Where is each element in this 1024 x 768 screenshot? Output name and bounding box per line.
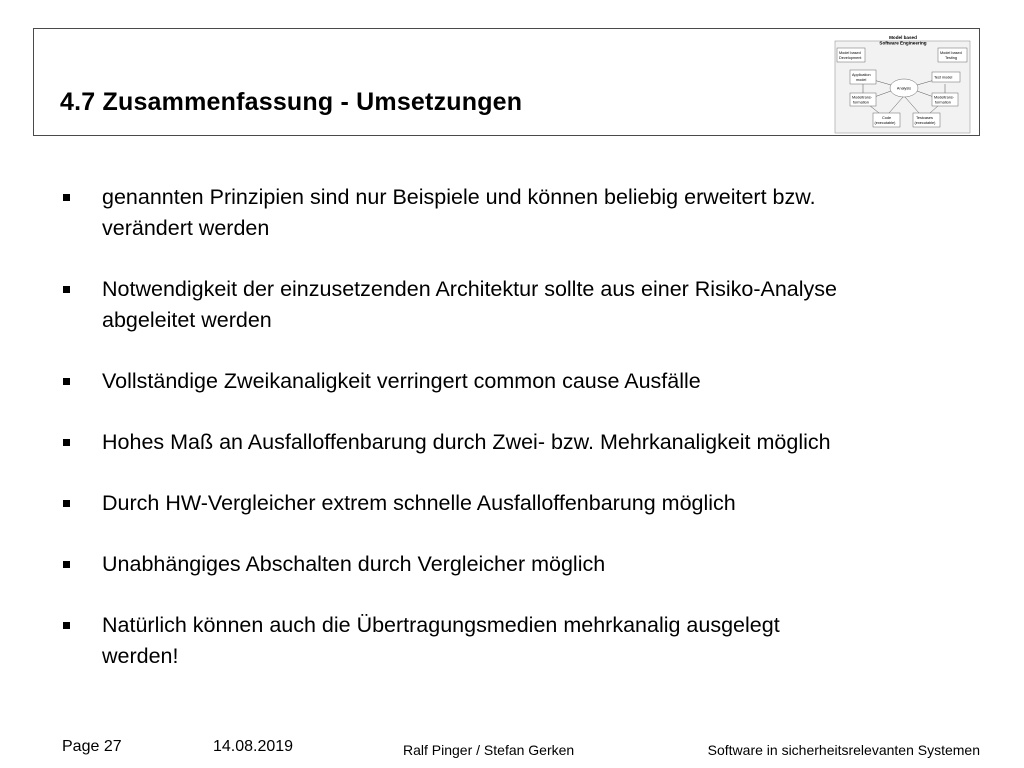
bullet-line: Vollständige Zweikanaligkeit verringert common cause Ausfälle (102, 369, 701, 393)
square-bullet-icon (63, 622, 70, 629)
square-bullet-icon (63, 500, 70, 507)
square-bullet-icon (63, 561, 70, 568)
node-tc-label-2: (executable) (914, 121, 936, 125)
bullet-line: Notwendigkeit der einzusetzenden Architektur sollte aus einer Risiko-Analyse (102, 277, 837, 301)
node-mbt-label-2: Testing (945, 56, 958, 60)
node-mbd-label-2: Development (839, 56, 862, 60)
node-test-label: Test model (934, 75, 953, 80)
node-mtl-label-1: Modeltrans- (852, 95, 873, 100)
slide-title: 4.7 Zusammenfassung - Umsetzungen (60, 88, 523, 116)
node-mbt-label-1: Model based (940, 51, 962, 55)
bullet-item (60, 488, 1000, 519)
node-code-label-2: (executable) (874, 121, 896, 125)
footer-authors: Ralf Pinger / Stefan Gerken (403, 742, 575, 758)
bullet-list (60, 182, 1000, 672)
bullet-item (60, 610, 1000, 672)
square-bullet-icon (63, 194, 70, 201)
diagram-title-1: Model based (889, 35, 917, 40)
node-app-label-1: Application (852, 73, 871, 77)
footer-page-number: Page 27 (62, 738, 122, 755)
bullet-item (60, 274, 1000, 336)
square-bullet-icon (63, 378, 70, 385)
bullet-item (60, 549, 1000, 580)
bullet-line: Unabhängiges Abschalten durch Vergleicher möglich (102, 552, 606, 576)
bullet-item (60, 366, 1000, 397)
bullet-line: Durch HW-Vergleicher extrem schnelle Ausfalloffenbarung möglich (102, 491, 736, 515)
footer-date: 14.08.2019 (213, 738, 294, 755)
node-analysis-label: Analysis (896, 86, 912, 91)
node-mtl-label-2: formation (853, 100, 869, 105)
square-bullet-icon (63, 439, 70, 446)
node-code-label-1: Code (882, 116, 892, 120)
bullet-line: abgeleitet werden (102, 308, 272, 332)
footer-course-title: Software in sicherheitsrelevanten Systemen (707, 742, 980, 758)
mbse-diagram (833, 35, 973, 135)
bullet-line: Hohes Maß an Ausfalloffenbarung durch Zwei- bzw. Mehrkanaligkeit möglich (102, 430, 831, 454)
node-mbd-label-1: Model based (839, 51, 861, 55)
node-mtr-label-1: Modeltrans- (934, 95, 955, 100)
square-bullet-icon (63, 286, 70, 293)
bullet-item (60, 182, 1000, 244)
bullet-line: genannten Prinzipien sind nur Beispiele und können beliebig erweitert bzw. (102, 185, 816, 209)
node-tc-label-1: Testcases (916, 116, 933, 120)
bullet-line: werden! (102, 644, 179, 668)
diagram-title-2: Software Engineering (879, 40, 927, 46)
bullet-line: verändert werden (102, 216, 270, 240)
bullet-item (60, 427, 1000, 458)
node-mtr-label-2: formation (935, 100, 951, 105)
node-app-label-2: model (856, 78, 867, 82)
bullet-line: Natürlich können auch die Übertragungsmedien mehrkanalig ausgelegt (102, 613, 780, 637)
